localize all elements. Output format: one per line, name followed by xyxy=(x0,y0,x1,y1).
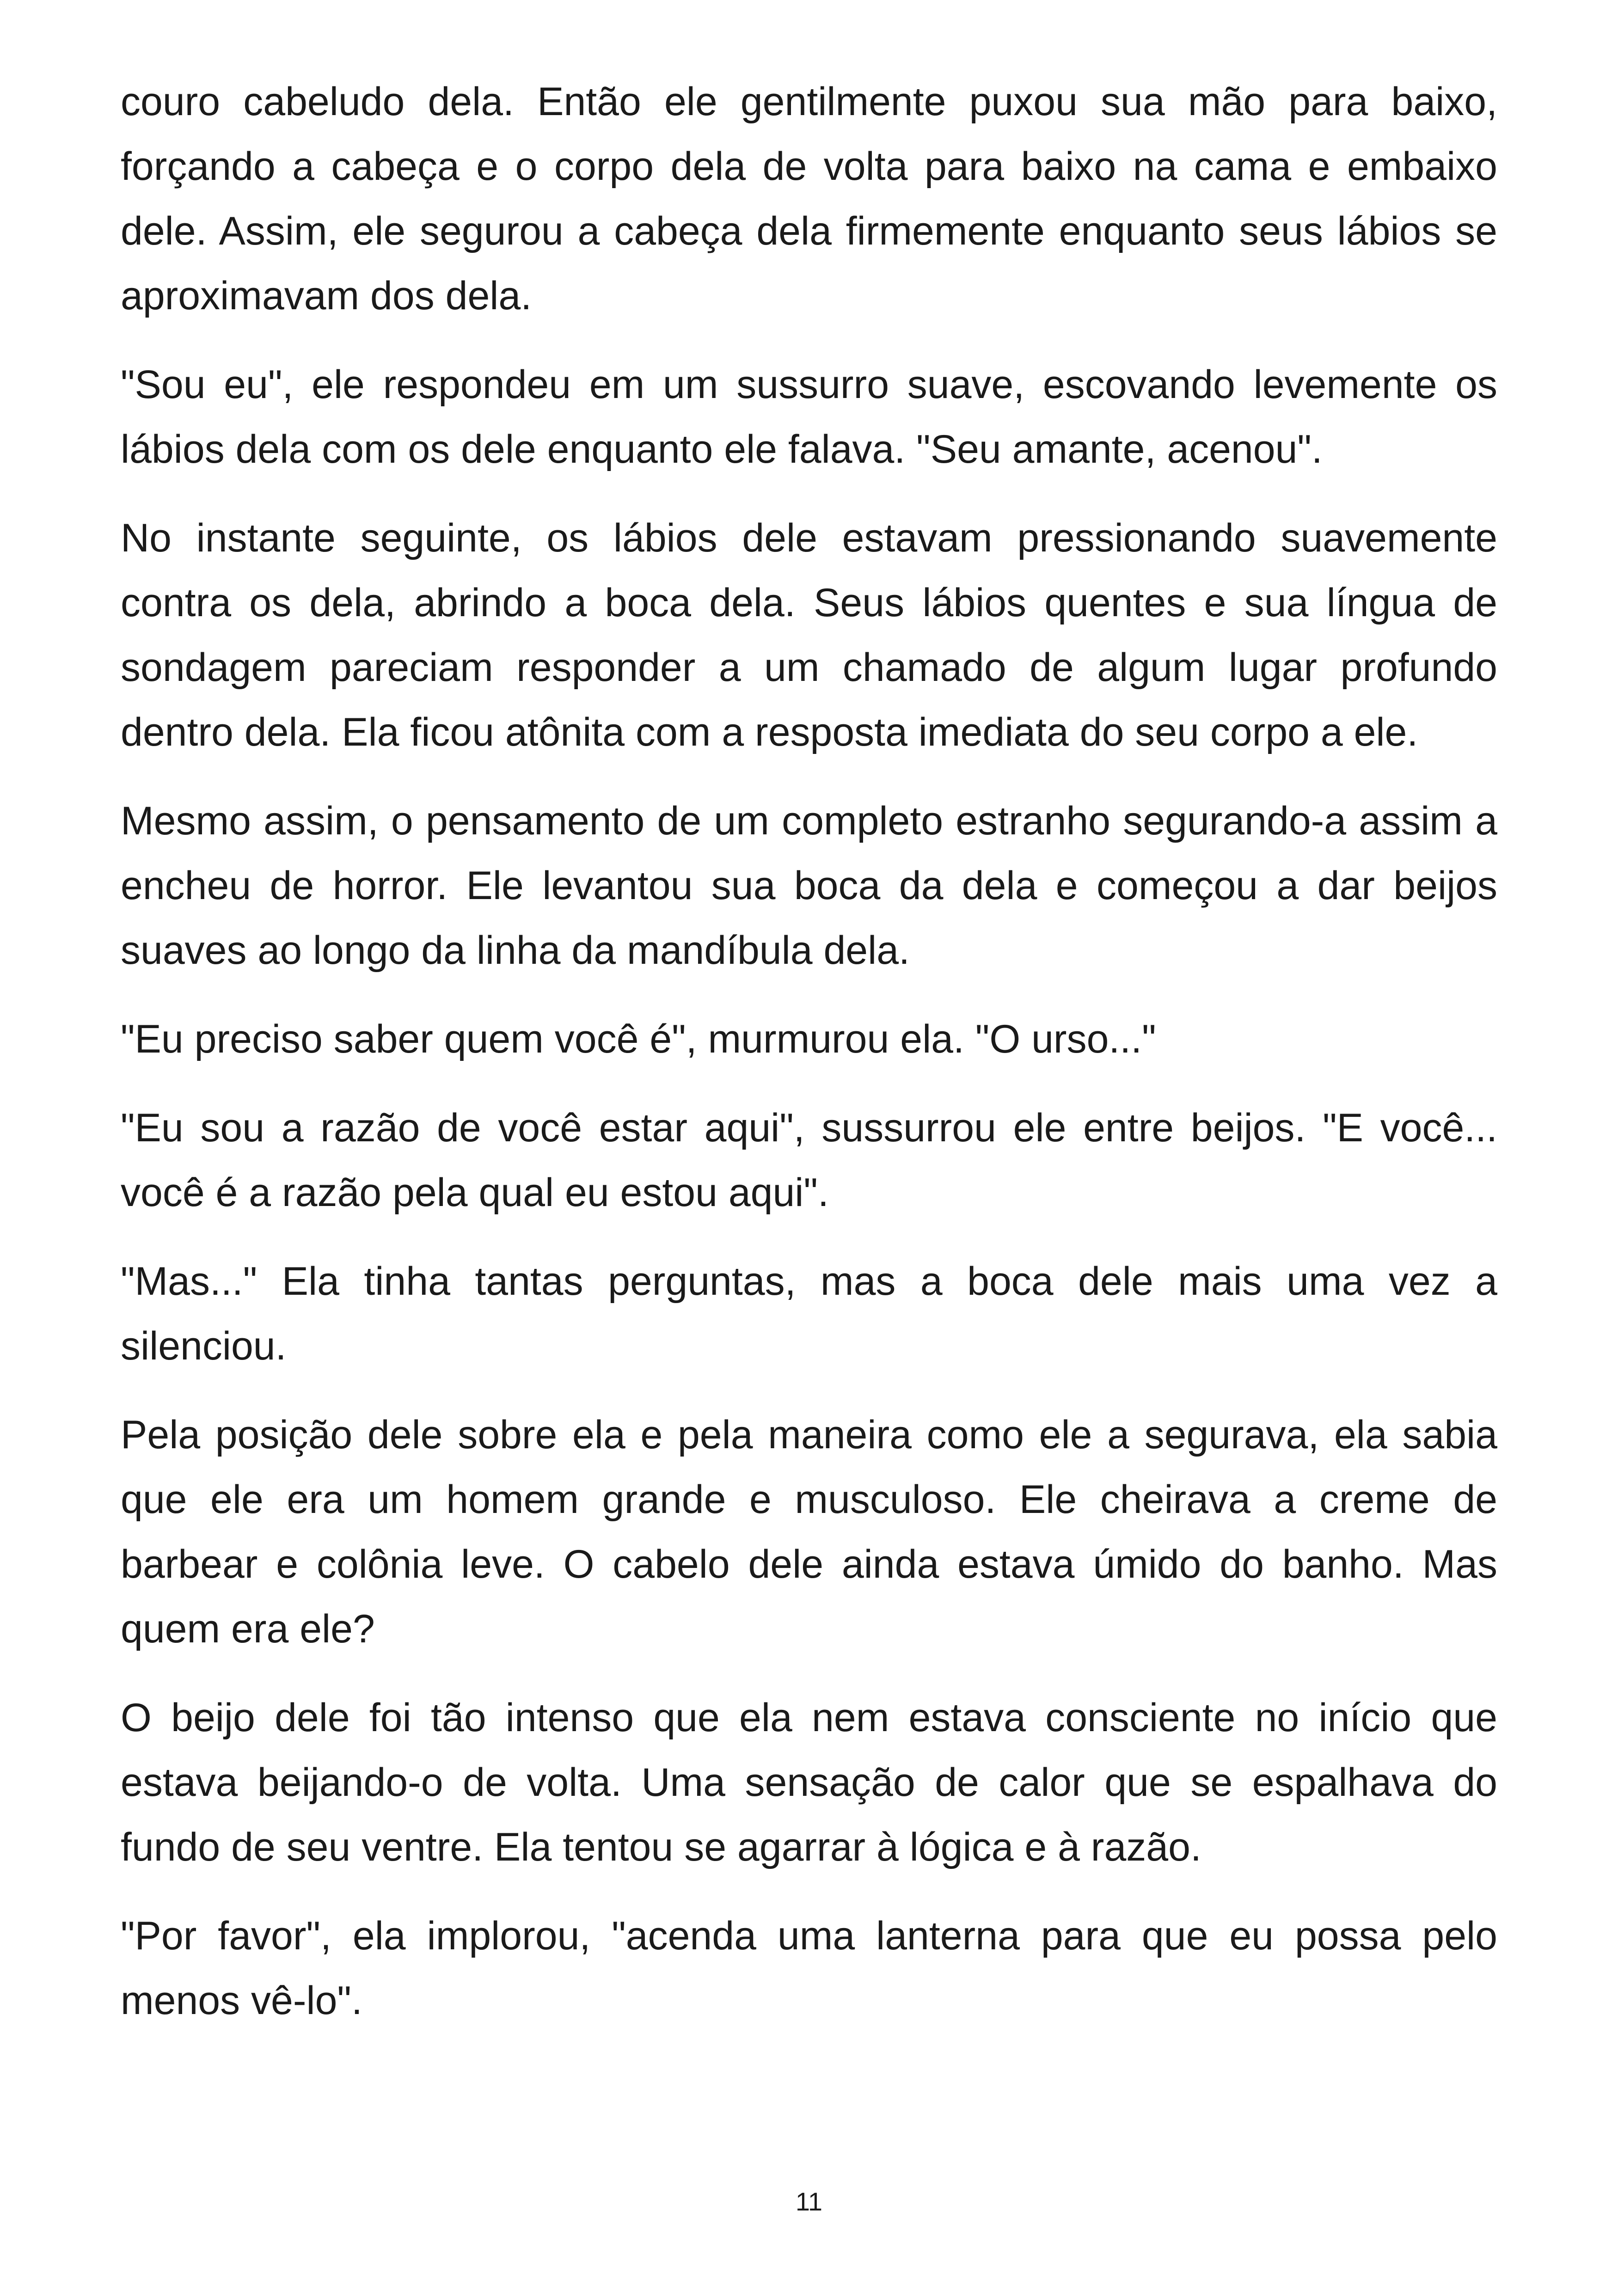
body-text xyxy=(121,69,1497,2057)
paragraph: couro cabeludo dela. Então ele gentilmente puxou sua mão para baixo, forçando a cabeça e o corpo dela de volta para baixo na cama e embaixo dele. Assim, ele segurou a cabeça dela firmemente enquanto seus lábios se aproximavam dos dela. xyxy=(121,80,1497,318)
paragraph: "Mas..." Ela tinha tantas perguntas, mas a boca dele mais uma vez a silenciou. xyxy=(121,1259,1497,1368)
paragraph: Pela posição dele sobre ela e pela maneira como ele a segurava, ela sabia que ele era um homem grande e musculoso. Ele cheirava a creme de barbear e colônia leve. O cabelo dele ainda estava úmido do banho. Mas quem era ele? xyxy=(121,1413,1497,1651)
paragraph: No instante seguinte, os lábios dele estavam pressionando suavemente contra os dela, abrindo a boca dela. Seus lábios quentes e sua língua de sondagem pareciam responder a um chamado de algum lugar profundo dentro dela. Ela ficou atônita com a resposta imediata do seu corpo a ele. xyxy=(121,516,1497,754)
paragraph: "Eu preciso saber quem você é", murmurou ela. "O urso..." xyxy=(121,1017,1156,1061)
paragraph: "Eu sou a razão de você estar aqui", sussurrou ele entre beijos. "E você... você é a razão pela qual eu estou aqui". xyxy=(121,1106,1497,1215)
paragraph: Mesmo assim, o pensamento de um completo estranho segurando-a assim a encheu de horror. Ele levantou sua boca da dela e começou a dar beijos suaves ao longo da linha da mandíbula dela. xyxy=(121,799,1497,973)
paragraph: O beijo dele foi tão intenso que ela nem estava consciente no início que estava beijando-o de volta. Uma sensação de calor que se espalhava do fundo de seu ventre. Ela tentou se agarrar à lógica e à razão. xyxy=(121,1696,1497,1869)
paragraph: "Sou eu", ele respondeu em um sussurro suave, escovando levemente os lábios dela com os dele enquanto ele falava. "Seu amante, acenou". xyxy=(121,362,1497,471)
paragraph: "Por favor", ela implorou, "acenda uma lanterna para que eu possa pelo menos vê-lo". xyxy=(121,1914,1497,2023)
page-number: 11 xyxy=(795,2187,823,2216)
